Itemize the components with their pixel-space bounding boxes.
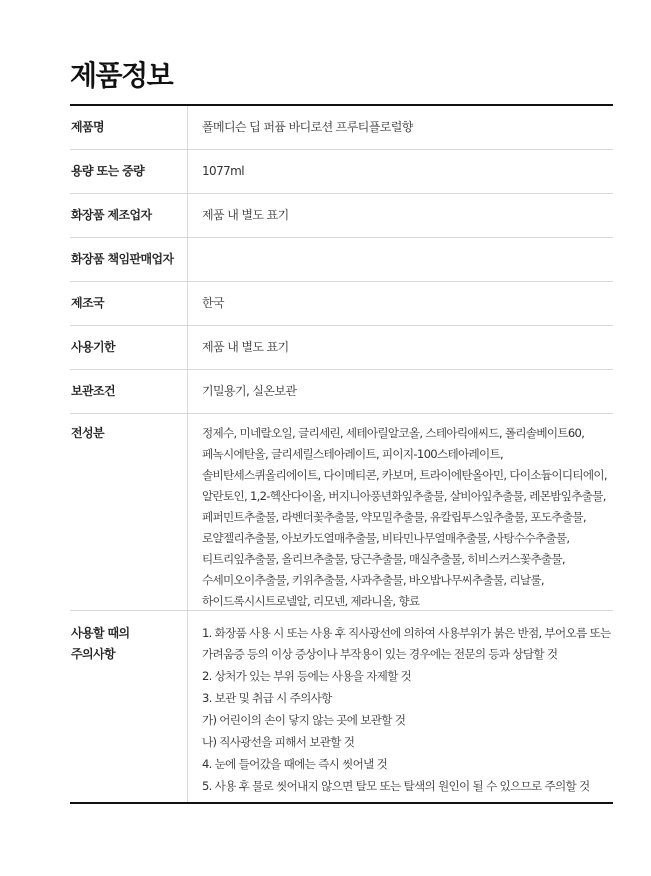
row-label: 화장품 제조업자 [70,194,188,237]
row-value: 제품 내 별도 표기 [202,340,289,354]
table-row-volume [70,150,613,194]
row-value: 폴메디슨 딥 퍼퓸 바디로션 프루티플로럴향 [202,120,413,134]
row-label: 보관조건 [70,370,188,413]
row-label: 용량 또는 중량 [70,150,188,193]
row-value: 기밀용기, 실온보관 [202,384,297,398]
row-value: 한국 [202,296,224,310]
caution-item: 2. 상처가 있는 부위 등에는 사용을 자제할 것 [202,669,412,683]
table-row-expiry [70,326,613,370]
product-info-table [70,104,613,804]
ingredients-text: 정제수, 미네랄오일, 글리세린, 세테아릴알코올, 스테아릭애씨드, 폴리솔베이트60, 페녹시에탄올, 글리세릴스테아레이트, 피이지-100스테아레이트, 솔비탄세스퀴올리에이트, 다이메티콘, 카보머, 트라이에탄올아민, 다이소듐이디티에이, 알란토인, 1,2-헥산다이올, 버지니아풍년화잎추출물, 살비아잎추출물, 레몬밤잎추출물, 페퍼민트추출물, 라벤더꽃추출물, 약모밀추출물, 유칼립투스잎추출물, 포도추출물, 로얄젤리추출물, 아보카도열매추출물, 비타민나무열매추출물, 사탕수수추출물, 티트리잎추출물, 올리브추출물, 당근추출물, 매실추출물, 히비스커스꽃추출물, 수세미오이추출물, 키위추출물, 사과추출물, 바오밥나무씨추출물, 리날룰, 하이드록시시트로넬알, 리모넨, 제라니올, 향료 [202,426,607,608]
caution-item: 4. 눈에 들어갔을 때에는 즉시 씻어낼 것 [202,757,388,771]
row-label: 제품명 [70,106,188,149]
row-label: 전성분 [70,414,188,610]
table-row-storage [70,370,613,414]
table-row-ingredients [70,414,613,611]
caution-item: 나) 직사광선을 피해서 보관할 것 [202,735,355,749]
caution-item: 5. 사용 후 물로 씻어내지 않으면 탈모 또는 탈색의 원인이 될 수 있으므로 주의할 것 [202,779,590,793]
caution-list [202,623,611,797]
caution-label-line2: 주의사항 [71,647,115,661]
table-row-product-name [70,106,613,150]
row-label: 화장품 책임판매업자 [70,238,188,281]
row-value [188,238,613,281]
caution-item: 3. 보관 및 취급 시 주의사항 [202,691,332,705]
row-value [188,414,613,610]
caution-item: 1. 화장품 사용 시 또는 사용 후 직사광선에 의하여 사용부위가 붉은 반점, 부어오름 또는 가려움증 등의 이상 증상이나 부작용이 있는 경우에는 전문의 등과 상담할 것 [202,626,611,661]
row-label [70,611,188,802]
table-row-caution [70,611,613,802]
table-row-responsible-seller [70,238,613,282]
row-value [188,611,613,802]
caution-item: 가) 어린이의 손이 닿지 않는 곳에 보관할 것 [202,713,406,727]
row-value: 제품 내 별도 표기 [202,208,289,222]
table-row-country [70,282,613,326]
row-value: 1077ml [202,164,244,178]
table-row-manufacturer [70,194,613,238]
caution-label-line1: 사용할 때의 [71,626,130,640]
row-label: 제조국 [70,282,188,325]
row-label: 사용기한 [70,326,188,369]
page-title: 제품정보 [70,59,173,92]
